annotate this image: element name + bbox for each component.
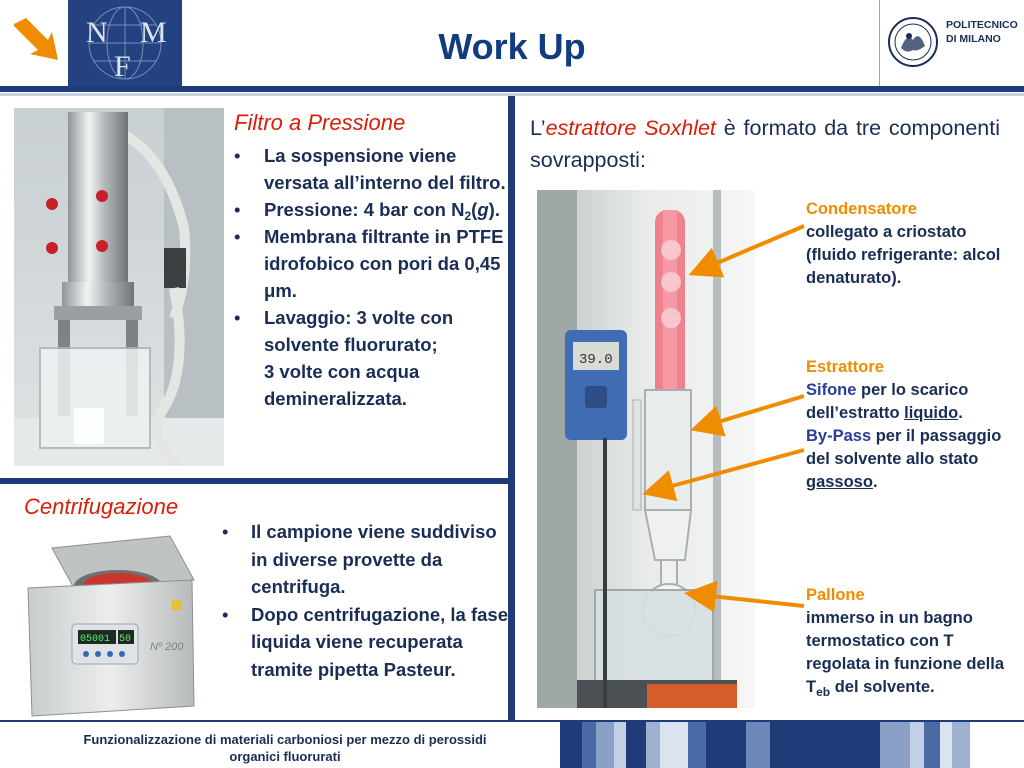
bullet: • <box>222 603 229 625</box>
dot: . <box>872 473 878 491</box>
annotation-arrows <box>600 200 830 630</box>
footer-line2: organici fluorurati <box>229 749 341 764</box>
pressure-filter-photo <box>14 108 224 466</box>
bypass-text: per il passaggio del solvente allo stato <box>806 427 1002 468</box>
section-title-filtro: Filtro a Pressione <box>234 110 406 135</box>
bullet: • <box>234 307 241 328</box>
filtro-bullet-list <box>234 142 506 412</box>
bullet: • <box>222 521 229 542</box>
filtro-item-text-end: ). <box>488 199 500 220</box>
condensatore-title: Condensatore <box>806 200 917 218</box>
label-pallone <box>806 584 1020 699</box>
bullet: • <box>234 226 241 247</box>
university-line1: POLITECNICO <box>946 19 1018 31</box>
arrow-pallone <box>692 594 804 606</box>
header-rule <box>0 86 1024 92</box>
filtro-item-text: La sospensione viene versata all’interno del filtro. <box>264 145 506 193</box>
dot: . <box>958 404 963 422</box>
university-line2: DI MILANO <box>946 33 1001 45</box>
footer-caption <box>20 731 550 765</box>
estrattore-title: Estrattore <box>806 358 884 376</box>
header-divider <box>879 0 880 86</box>
arrow-bypass <box>650 450 804 492</box>
logo-letter-m: M <box>140 16 167 49</box>
university-seal-icon <box>887 12 939 72</box>
intro-post: è formato da tre componenti sovrapposti: <box>530 116 1000 172</box>
page-title: Work Up <box>438 26 586 67</box>
paren-open: ( <box>471 199 478 220</box>
pallone-text-end: del solvente. <box>830 678 935 696</box>
horizontal-divider <box>0 478 510 484</box>
italic-g: g <box>477 199 489 220</box>
sifone-text: per lo scarico dell’estratto <box>806 381 969 422</box>
footer-line1: Funzionalizzazione di materiali carboniosi per mezzo di perossidi <box>83 732 487 747</box>
list-item <box>234 196 506 223</box>
centrifugazione-bullet-list <box>222 518 510 683</box>
gassoso-word: gassoso <box>806 473 873 491</box>
arrow-sifone <box>698 396 804 428</box>
arrow-condensatore <box>696 226 804 272</box>
list-item <box>234 304 506 412</box>
logo-letter-n: N <box>86 16 108 49</box>
bullet: • <box>234 145 241 166</box>
filtro-item-text: Lavaggio: 3 volte con solvente fluorurato; <box>264 307 454 355</box>
list-item <box>234 223 506 304</box>
sifone-label: Sifone <box>806 381 857 399</box>
intro-emphasis: estrattore Soxhlet <box>545 116 716 140</box>
list-item <box>222 601 510 684</box>
liquido-word: liquido <box>904 404 959 422</box>
filtro-item-text: 3 volte con acqua demineralizzata. <box>264 361 420 409</box>
pallone-title: Pallone <box>806 586 865 604</box>
section-title-centrifugazione: Centrifugazione <box>24 494 179 519</box>
centrifuge-model: Nº 200 <box>150 641 184 653</box>
pallone-text: immerso in un bagno termostatico con T regolata in funzione della T <box>806 609 1005 696</box>
centri-item-text: Il campione viene suddiviso in diverse provette da centrifuga. <box>251 521 497 597</box>
list-item <box>222 518 510 601</box>
label-estrattore <box>806 356 1020 494</box>
label-condensatore <box>806 198 1016 290</box>
condensatore-text: collegato a criostato (fluido refrigerante: alcol denaturato). <box>806 223 1001 287</box>
centrifuge-display: 05001 <box>80 634 111 645</box>
centri-item-text: Dopo centrifugazione, la fase liquida viene recuperata tramite pipetta Pasteur. <box>251 603 508 680</box>
soxhlet-intro <box>530 112 1000 176</box>
centrifuge-display-small: 50 <box>119 634 132 645</box>
centrifuge-photo <box>22 530 210 718</box>
list-item <box>234 142 506 196</box>
university-name <box>946 18 1018 46</box>
intro-pre: L’ <box>530 116 546 140</box>
filtro-item-text: Membrana filtrante in PTFE idrofobico con pori da 0,45 μm. <box>264 226 504 301</box>
footer-decoration <box>560 722 1024 768</box>
thermometer-display: 39.0 <box>579 352 613 368</box>
bypass-label: By-Pass <box>806 427 872 445</box>
subscript: 2 <box>464 209 472 223</box>
subscript-eb: eb <box>816 685 831 699</box>
filtro-item-text: Pressione: 4 bar con N <box>264 199 465 220</box>
logo-letter-f: F <box>114 50 131 83</box>
bullet: • <box>234 199 241 220</box>
